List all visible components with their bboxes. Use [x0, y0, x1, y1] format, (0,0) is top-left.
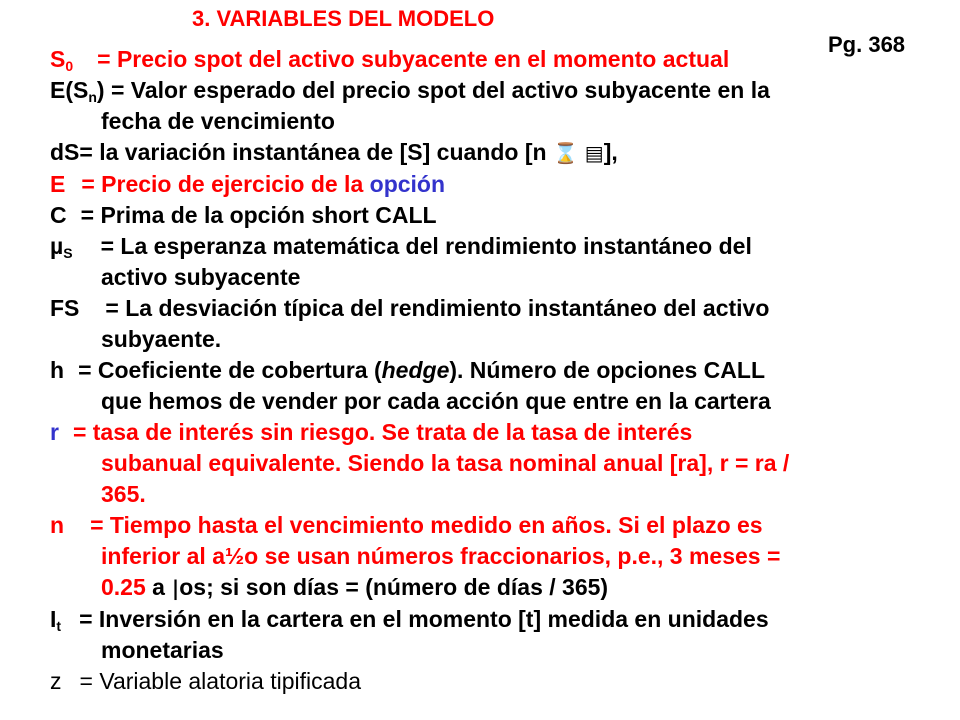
definitions-list: [50, 44, 930, 697]
symbol: µ: [50, 233, 64, 259]
bracket-glyph-icon: |: [164, 576, 180, 600]
definition-text: = Variable alatoria tipificada: [79, 668, 361, 694]
definition-text-pre: = Coeficiente de cobertura (: [78, 357, 382, 383]
definition-text: = Precio de ejercicio de la: [81, 171, 370, 197]
definition-continuation: subyaente.: [101, 326, 222, 352]
definition-e: [50, 169, 930, 200]
page-reference: Pg. 368: [828, 32, 906, 57]
definition-h: [50, 355, 930, 386]
symbol: h: [50, 357, 65, 383]
symbol: C: [50, 202, 67, 228]
definition-text: = Tiempo hasta el vencimiento medido en años. Si el plazo es: [90, 512, 763, 538]
highlighted-word: opción: [369, 171, 446, 197]
symbol: E: [50, 171, 66, 197]
symbol: E(S: [50, 77, 89, 103]
text: os; si son días = (número de días / 365): [179, 574, 609, 600]
definition-continuation: monetarias: [101, 637, 224, 663]
symbol: z: [50, 668, 62, 694]
definition-text: ). Número de opciones CALL: [449, 357, 765, 383]
subscript: S: [63, 245, 73, 261]
definition-fs: [50, 293, 930, 324]
definition-r: [50, 417, 930, 448]
slide-title: 3. VARIABLES DEL MODELO: [192, 6, 495, 31]
definition-text: = tasa de interés sin riesgo. Se trata de la tasa de interés: [72, 419, 693, 445]
symbol: I: [50, 606, 57, 632]
definition-continuation: que hemos de vender por cada acción que entre en la cartera: [101, 388, 771, 414]
definition-text: = Valor esperado del precio spot del activo subyacente en la: [104, 77, 770, 103]
definition-text: = La desviación típica del rendimiento instantáneo del activo: [105, 295, 770, 321]
definition-continuation: inferior al a½o se usan números fraccionarios, p.e., 3 meses =: [101, 543, 781, 569]
definition-text: = Prima de la opción short CALL: [80, 202, 437, 228]
definition-continuation: subanual equivalente. Siendo la tasa nominal anual [ra], r = ra /: [101, 450, 790, 476]
definition-text: = La esperanza matemática del rendimiento instantáneo del: [100, 233, 752, 259]
definition-z: [50, 666, 930, 697]
symbol: r: [50, 419, 59, 445]
unknown-glyph-icon: ⌛ ▤: [552, 141, 604, 165]
subscript: 0: [65, 58, 74, 74]
definition-it: [50, 604, 930, 635]
italic-term: hedge: [381, 357, 450, 383]
definition-continuation: [50, 572, 930, 604]
subscript: t: [56, 618, 62, 634]
definition-ds: [50, 137, 930, 169]
definition-continuation: fecha de vencimiento: [101, 108, 335, 134]
value: 0.25: [101, 574, 146, 600]
definition-text: = Precio spot del activo subyacente en el momento actual: [97, 46, 730, 72]
subscript: n: [88, 89, 97, 105]
symbol: n: [50, 512, 65, 538]
definition-continuation: 365.: [101, 481, 146, 507]
definition-continuation: activo subyacente: [101, 264, 301, 290]
symbol: S: [50, 46, 66, 72]
symbol-close: ): [96, 77, 105, 103]
definition-text: dS= la variación instantánea de [S] cuando [n: [50, 139, 547, 165]
definition-text: = Inversión en la cartera en el momento [t] medida en unidades: [79, 606, 769, 632]
text: a: [145, 574, 165, 600]
definition-mu-s: [50, 231, 930, 262]
symbol: FS: [50, 295, 80, 321]
definition-tail: ],: [603, 139, 618, 165]
definition-expected-sn: [50, 75, 930, 106]
definition-n: [50, 510, 930, 541]
definition-s0: [50, 44, 930, 75]
definition-c: [50, 200, 930, 231]
